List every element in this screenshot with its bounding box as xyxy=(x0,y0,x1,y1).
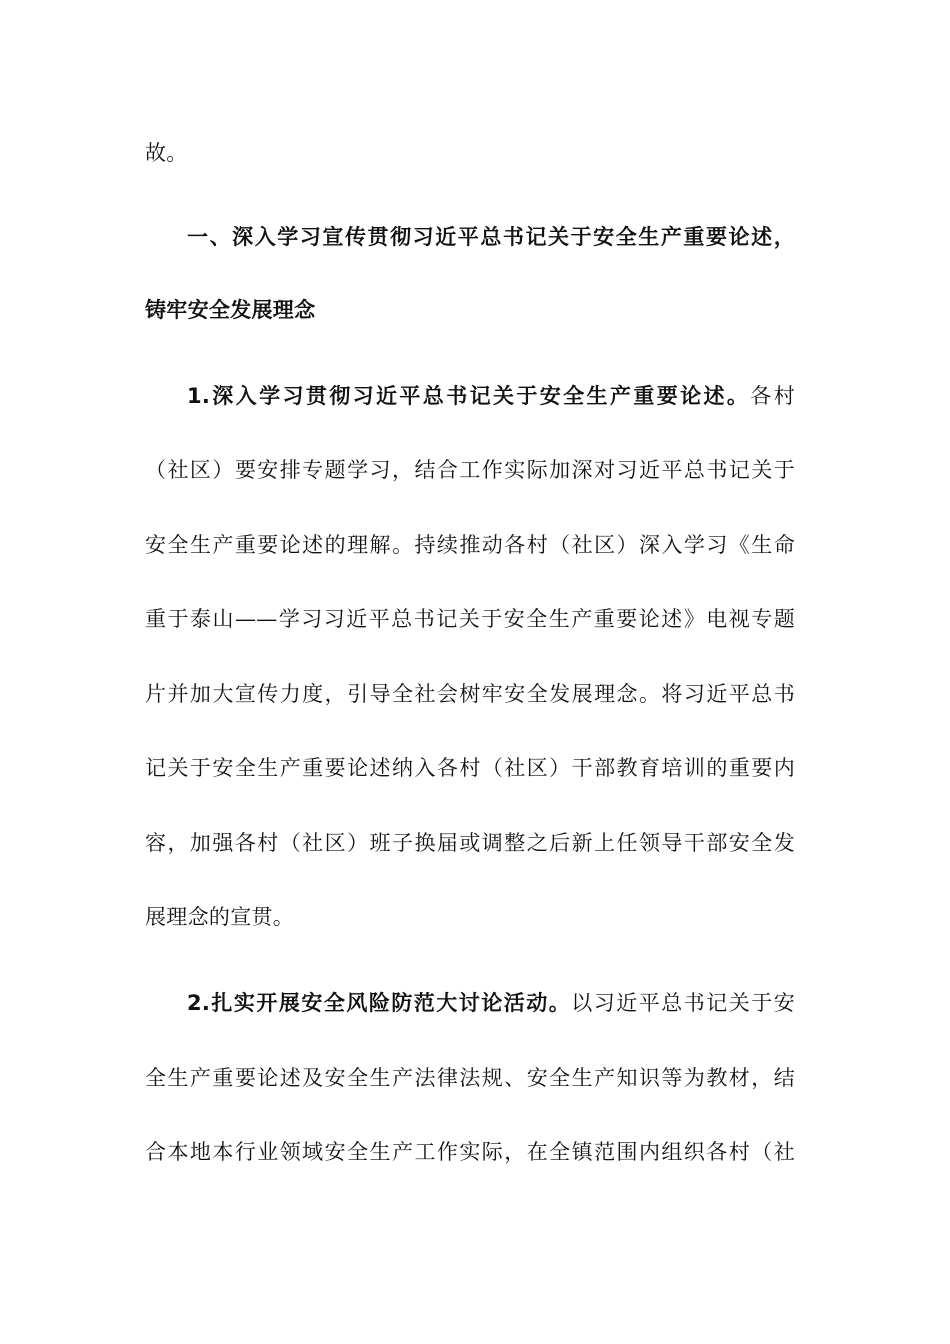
item-1-line: （社区）要安排专题学习，结合工作实际加深对习近平总书记关于 xyxy=(145,458,795,482)
item-1-line: 安全生产重要论述的理解。持续推动各村（社区）深入学习《生命 xyxy=(145,533,795,557)
item-1-first-line xyxy=(187,381,795,411)
item-1-line: 记关于安全生产重要论述纳入各村（社区）干部教育培训的重要内 xyxy=(145,756,795,780)
item-1-line: 容，加强各村（社区）班子换届或调整之后新上任领导干部安全发 xyxy=(145,831,795,855)
paragraph-tail: 故。 xyxy=(145,141,188,165)
item-2-title: 2.扎实开展安全风险防范大讨论活动。 xyxy=(187,991,572,1015)
item-1-line: 重于泰山——学习习近平总书记关于安全生产重要论述》电视专题 xyxy=(145,607,795,631)
item-2-line: 全生产重要论述及安全生产法律法规、安全生产知识等为教材，结 xyxy=(145,1066,795,1090)
item-2-lead-text: 以习近平总书记关于安 xyxy=(571,991,795,1015)
section-heading-line-2: 铸牢安全发展理念 xyxy=(145,298,316,322)
item-2-line: 合本地本行业领域安全生产工作实际，在全镇范围内组织各村（社 xyxy=(145,1140,795,1164)
item-2-first-line xyxy=(187,988,795,1018)
item-1-line: 展理念的宣贯。 xyxy=(145,905,295,929)
item-1-line: 片并加大宣传力度，引导全社会树牢安全发展理念。将习近平总书 xyxy=(145,682,795,706)
section-heading-line-1: 一、深入学习宣传贯彻习近平总书记关于安全生产重要论述， xyxy=(187,225,795,249)
item-1-title: 1.深入学习贯彻习近平总书记关于安全生产重要论述。 xyxy=(187,384,751,408)
item-1-lead-text: 各村 xyxy=(750,384,795,408)
